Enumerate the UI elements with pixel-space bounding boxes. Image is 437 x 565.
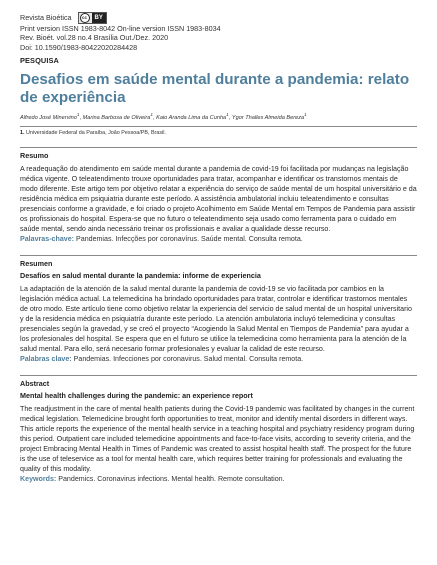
divider xyxy=(20,255,417,256)
journal-header xyxy=(20,12,417,24)
cc-icon: cc xyxy=(80,13,90,23)
keywords-text: Pandemias. Infecções por coronavírus. Saúde mental. Consulta remota. xyxy=(76,234,303,243)
keywords xyxy=(20,354,417,364)
abstract-pt xyxy=(20,147,417,244)
abstract-text: The readjustment in the care of mental health patients during the Covid-19 pandemic was facilitated by changes in the current medical legislation. Telemedicine brought forth opportunities to treat, monitor and identify mental disorders in different ways. This article reports the experience of the mental health service in a teaching hospital and psychiatry residency program during this period. Outpatient care included telemedicine appointments and face-to-face visits, according to severity criteria, and the project Embracing Mental Health in Times of Pandemic was created to assist hospital health staff. The prospect for the future is the use of teleservice as a tool for mental health care, which requires better training for professionals and evaluating the quality of this modality. xyxy=(20,404,415,473)
keywords-text: Pandemics. Coronavirus infections. Mental health. Remote consultation. xyxy=(58,474,285,483)
author-affil-mark: 1 xyxy=(226,111,229,117)
divider xyxy=(20,126,417,127)
author-list: Alfredo José Minervino$^1$, Marina Barbosa de Oliveira$^1$, Kaio Aranda Lima da Cunha$^1$, Ygor Thalles Almeida Bereza$^1$ xyxy=(20,111,307,121)
issn-line: Print version ISSN 1983-8042 On-line version ISSN 1983-8034 xyxy=(20,24,221,33)
author-name[interactable]: Ygor Thalles Almeida Bereza xyxy=(231,114,305,121)
abstract-es xyxy=(20,255,417,364)
abstract-heading: Resumen xyxy=(20,258,53,268)
author-affil-mark: 1 xyxy=(150,111,153,117)
keywords-label: Keywords: xyxy=(20,474,57,483)
abstract-title: Mental health challenges during the pandemic: an experience report xyxy=(20,390,253,400)
divider xyxy=(20,375,417,376)
abstract-text: A readequação do atendimento em saúde mental durante a pandemia de covid-19 foi facilitada por mudanças na legislação médica vigente. O teleatendimento trouxe oportunidades para tratar, acompanhar e identificar os transtornos mentais de modo diferente. Este artigo tem por objetivo relatar a experiência do serviço de saúde mental de um hospital universitário e da residência médica em psiquiatria durante este período. A assistência ambulatorial incluiu teleatendimento e consultas presenciais conforme a gravidade, e foi criado o projeto Acolhimento em Saúde Mental em Tempos de Pandemia para assistir os profissionais do hospital. Espera-se que no futuro o teleatendimento seja usado como ferramenta para o cuidado em saúde mental, sendo ainda necessário treinar os profissionais e avaliar a qualidade desse recurso. xyxy=(20,164,417,233)
cc-license-badge[interactable] xyxy=(78,12,107,24)
author-name[interactable]: Alfredo José Minervino xyxy=(20,114,77,121)
cc-by-label: BY xyxy=(92,13,106,23)
abstract-heading: Resumo xyxy=(20,150,49,160)
journal-name: Revista Bioética xyxy=(20,13,72,23)
abstract-text: La adaptación de la atención de la salud mental durante la pandemia de covid-19 se vio facilitada por cambios en la legislación médica actual. La telemedicina ha brindado oportunidades para tratar, controlar e identificar trastornos mentales de otro modo. Este artículo tiene como objetivo relatar la experiencia del servicio de salud mental de un hospital universitario y de la residencia médica en psiquiatría durante este período. La atención ambulatoria incluyó telemedicina y consultas presenciales según la gravedad, y se creó el proyecto “Acogiendo la Salud Mental en Tiempos de Pandemia” para ayudar a los profesionales del hospital. Se espera que en el futuro se utilice la telemedicina como herramienta para la atención de la salud mental. Para ello, será necesario formar profesionales y evaluar la calidad de este recurso. xyxy=(20,284,412,353)
affiliation xyxy=(20,130,417,136)
divider xyxy=(20,147,417,148)
author-name[interactable]: Marina Barbosa de Oliveira xyxy=(82,114,151,121)
article-title: Desafios em saúde mental durante a pandemia: relato de experiência xyxy=(20,70,410,106)
keywords-label: Palabras clave: xyxy=(20,354,72,363)
abstract-heading: Abstract xyxy=(20,378,50,388)
keywords-text: Pandemias. Infecciones por coronavirus. Salud mental. Consulta remota. xyxy=(73,354,304,363)
author-affil-mark: 1 xyxy=(304,111,307,117)
section-label: PESQUISA xyxy=(20,55,59,65)
abstract-en xyxy=(20,375,417,484)
affiliation-number: 1. xyxy=(20,129,25,136)
doi-line: Doi: 10.1590/1983-80422020284428 xyxy=(20,42,138,52)
keywords xyxy=(20,234,417,244)
author-name[interactable]: Kaio Aranda Lima da Cunha xyxy=(156,114,227,121)
reference-line: Rev. Bioét. vol.28 no.4 Brasília Out./Dez. 2020 xyxy=(20,33,169,43)
keywords-label: Palavras-chave: xyxy=(20,234,75,243)
author-affil-mark: 1 xyxy=(76,111,80,117)
keywords xyxy=(20,474,417,484)
affiliation-text: Universidade Federal da Paraíba, João Pessoa/PB, Brasil. xyxy=(26,129,166,136)
abstract-title: Desafíos en salud mental durante la pandemia: informe de experiencia xyxy=(20,270,261,280)
